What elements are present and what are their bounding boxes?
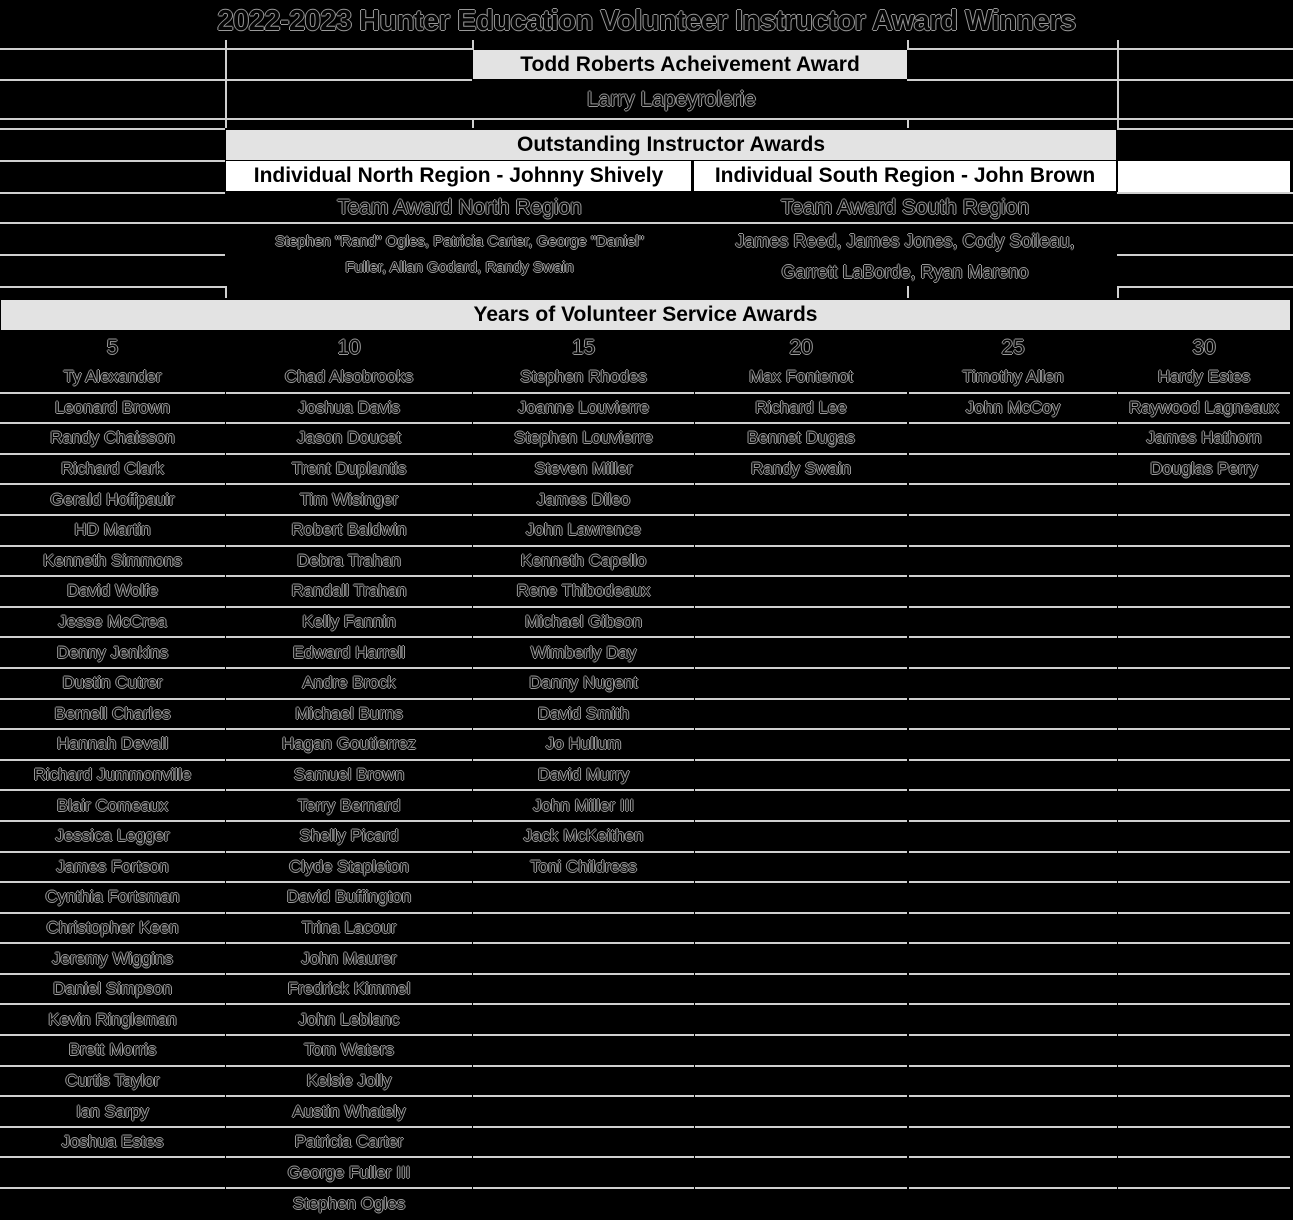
service-name-cell (909, 1097, 1117, 1128)
north-team-members (226, 229, 693, 281)
service-name-cell: Jessica Legger (0, 822, 225, 853)
service-name-cell: David Wolfe (0, 577, 225, 608)
service-name-cell: Richard Lee (695, 394, 907, 425)
service-name-cell (909, 1036, 1117, 1067)
service-name-cell (473, 1189, 694, 1220)
service-name-cell: George Fuller III (226, 1158, 472, 1189)
south-team-members-line2: Garrett LaBorde, Ryan Mareno (781, 262, 1029, 282)
service-name-cell: Michael Burns (226, 700, 472, 731)
service-name-cell: Gerald Hoffpauir (0, 485, 225, 516)
north-individual-award: Individual North Region - Johnny Shively (226, 161, 693, 191)
service-name-cell: James Fortson (0, 853, 225, 884)
service-name-cell: Jack McKeithen (473, 822, 694, 853)
service-name-cell (695, 700, 907, 731)
service-name-cell: Kenneth Simmons (0, 547, 225, 578)
service-name-cell: David Smith (473, 700, 694, 731)
service-name-cell: Robert Baldwin (226, 516, 472, 547)
gridline (1117, 40, 1119, 128)
gridline (0, 128, 225, 130)
service-years-header: 25 (1001, 336, 1025, 359)
south-individual-award: Individual South Region - John Brown (694, 161, 1116, 191)
years-of-service-heading: Years of Volunteer Service Awards (1, 300, 1290, 330)
service-name-cell (0, 1158, 225, 1189)
service-name-cell: Ty Alexander (0, 363, 225, 394)
service-name-cell: Toni Childress (473, 853, 694, 884)
service-name-cell (1118, 853, 1290, 884)
service-name-cell: Daniel Simpson (0, 975, 225, 1006)
service-name-cell (695, 608, 907, 639)
service-name-cell (695, 1067, 907, 1098)
service-name-cell: John Miller III (473, 791, 694, 822)
service-name-cell: Randall Trahan (226, 577, 472, 608)
gridline (0, 160, 225, 162)
service-name-cell: Tim Wisinger (226, 485, 472, 516)
service-name-cell (909, 944, 1117, 975)
service-name-cell (1118, 485, 1290, 516)
service-name-cell: Stephen Rhodes (473, 363, 694, 394)
service-name-cell: Leonard Brown (0, 394, 225, 425)
service-years-header: 10 (337, 336, 361, 359)
service-name-cell (909, 547, 1117, 578)
service-name-cell: Bernell Charles (0, 700, 225, 731)
service-name-cell (473, 975, 694, 1006)
service-name-cell (1118, 1036, 1290, 1067)
service-column-10 (226, 333, 472, 1220)
service-name-cell: John Lawrence (473, 516, 694, 547)
service-name-cell (909, 638, 1117, 669)
service-name-cell (1118, 944, 1290, 975)
service-name-cell (1118, 914, 1290, 945)
service-name-cell: Richard Jummonville (0, 761, 225, 792)
service-name-cell (909, 1067, 1117, 1098)
service-name-cell (473, 1128, 694, 1159)
service-name-cell: Clyde Stapleton (226, 853, 472, 884)
service-name-cell: Steven Miller (473, 455, 694, 486)
service-name-cell: David Buffington (226, 883, 472, 914)
service-name-cell: Hagan Goutierrez (226, 730, 472, 761)
service-name-cell (695, 1128, 907, 1159)
service-name-cell: Stephen Louvierre (473, 424, 694, 455)
service-name-cell (1118, 761, 1290, 792)
gridline (0, 192, 225, 194)
service-years-header: 5 (106, 336, 119, 359)
service-name-cell: Austin Whately (226, 1097, 472, 1128)
service-name-cell: Andre Brock (226, 669, 472, 700)
service-name-cell: Randy Swain (695, 455, 907, 486)
service-name-cell (909, 914, 1117, 945)
service-name-cell: David Murry (473, 761, 694, 792)
service-name-cell: Trina Lacour (226, 914, 472, 945)
service-name-cell (1118, 1097, 1290, 1128)
service-name-cell (695, 547, 907, 578)
service-column-25 (909, 333, 1117, 1220)
south-team-members (694, 226, 1116, 288)
service-name-cell (695, 822, 907, 853)
service-name-cell (909, 1189, 1117, 1220)
service-name-cell (695, 1005, 907, 1036)
service-column-20 (695, 333, 907, 1220)
service-name-cell (695, 1097, 907, 1128)
service-name-cell: Debra Trahan (226, 547, 472, 578)
service-name-cell (473, 1036, 694, 1067)
service-name-cell: Joanne Louvierre (473, 394, 694, 425)
service-column-15 (473, 333, 694, 1220)
service-name-cell: John Leblanc (226, 1005, 472, 1036)
service-name-cell (1118, 638, 1290, 669)
service-name-cell: Joshua Davis (226, 394, 472, 425)
service-name-cell: John McCoy (909, 394, 1117, 425)
service-name-cell: Kenneth Capello (473, 547, 694, 578)
service-name-cell: Danny Nugent (473, 669, 694, 700)
service-name-cell (909, 791, 1117, 822)
service-name-cell (473, 1158, 694, 1189)
service-name-cell: HD Martin (0, 516, 225, 547)
gridline (0, 254, 225, 256)
service-name-cell (1118, 1189, 1290, 1220)
service-name-cell: Michael Gibson (473, 608, 694, 639)
service-name-cell (1118, 1067, 1290, 1098)
service-column-30 (1118, 333, 1290, 1220)
service-name-cell: Denny Jenkins (0, 638, 225, 669)
service-name-cell (1118, 1005, 1290, 1036)
service-name-cell (695, 975, 907, 1006)
service-name-cell (695, 1036, 907, 1067)
service-name-cell: Jeremy Wiggins (0, 944, 225, 975)
south-team-members-line1: James Reed, James Jones, Cody Soileau, (735, 231, 1075, 251)
service-name-cell (695, 516, 907, 547)
gridline (0, 286, 225, 288)
service-years-header: 30 (1192, 336, 1216, 359)
service-name-cell: Curtis Taylor (0, 1067, 225, 1098)
service-name-cell: Stephen Ogles (292, 1194, 406, 1214)
service-column-5 (0, 333, 225, 1220)
service-name-cell (1118, 669, 1290, 700)
service-name-cell: Trent Duplantis (226, 455, 472, 486)
service-name-cell: Shelly Picard (226, 822, 472, 853)
service-name-cell: Kelly Fannin (226, 608, 472, 639)
service-name-cell: Patricia Carter (226, 1128, 472, 1159)
service-name-cell (1118, 1158, 1290, 1189)
service-name-cell (1118, 547, 1290, 578)
service-name-cell (695, 883, 907, 914)
service-name-cell: John Maurer (226, 944, 472, 975)
service-name-cell: Blair Comeaux (0, 791, 225, 822)
service-name-cell: Samuel Brown (226, 761, 472, 792)
service-name-cell (1118, 1128, 1290, 1159)
service-name-cell: Randy Chaisson (0, 424, 225, 455)
service-name-cell: Hannah Devall (0, 730, 225, 761)
service-name-cell (695, 669, 907, 700)
service-name-cell: Richard Clark (0, 455, 225, 486)
service-name-cell: Douglas Perry (1118, 455, 1290, 486)
service-name-cell (909, 516, 1117, 547)
service-name-cell (909, 700, 1117, 731)
service-name-cell: Kelsie Jolly (226, 1067, 472, 1098)
service-name-cell (909, 669, 1117, 700)
service-name-cell (909, 853, 1117, 884)
todd-roberts-award-winner: Larry Lapeyrolerie (586, 87, 757, 111)
service-name-cell (909, 608, 1117, 639)
service-name-cell: Fredrick Kimmel (226, 975, 472, 1006)
service-name-cell: Joshua Estes (0, 1128, 225, 1159)
service-name-cell (1118, 730, 1290, 761)
service-name-cell (1118, 883, 1290, 914)
gridline (1117, 192, 1293, 194)
service-name-cell (909, 1005, 1117, 1036)
service-name-cell (695, 914, 907, 945)
service-name-cell (695, 944, 907, 975)
north-team-members-line1: Stephen "Rand" Ogles, Patricia Carter, George "Daniel" (275, 233, 644, 250)
service-name-cell: Raywood Lagneaux (1118, 394, 1290, 425)
service-name-cell (909, 975, 1117, 1006)
gridline (907, 48, 1293, 50)
service-name-cell: Max Fontenot (695, 363, 907, 394)
service-name-cell (695, 1158, 907, 1189)
gridline (907, 118, 909, 128)
service-name-cell (473, 883, 694, 914)
service-name-cell (695, 485, 907, 516)
service-years-header: 15 (571, 336, 596, 359)
service-name-cell (909, 424, 1117, 455)
service-years-header: 20 (789, 336, 813, 359)
gridline (1117, 286, 1293, 288)
service-name-cell: Rene Thibodeaux (473, 577, 694, 608)
service-name-cell (1118, 577, 1290, 608)
service-name-cell: Bennet Dugas (695, 424, 907, 455)
service-name-cell: Dustin Cutrer (0, 669, 225, 700)
service-name-cell: James Hathorn (1118, 424, 1290, 455)
gridline (0, 222, 1293, 224)
page-title: 2022-2023 Hunter Education Volunteer Instructor Award Winners (217, 4, 1076, 37)
service-name-cell: Jo Hullum (473, 730, 694, 761)
gridline (1117, 254, 1293, 256)
service-name-cell (0, 1189, 225, 1220)
service-name-cell (1118, 608, 1290, 639)
service-name-cell (909, 485, 1117, 516)
outstanding-instructor-heading: Outstanding Instructor Awards (226, 130, 1116, 160)
gridline (0, 48, 472, 50)
service-name-cell: Ian Sarpy (0, 1097, 225, 1128)
gridline (907, 40, 909, 50)
gridline (472, 118, 474, 128)
service-name-cell (695, 1189, 907, 1220)
service-name-cell (473, 1067, 694, 1098)
south-team-award-heading: Team Award South Region (780, 195, 1030, 219)
service-name-cell: Terry Bernard (226, 791, 472, 822)
service-name-cell (909, 455, 1117, 486)
service-name-cell: Hardy Estes (1118, 363, 1290, 394)
service-name-cell (909, 883, 1117, 914)
service-name-cell (1118, 516, 1290, 547)
service-name-cell: Edward Harrell (226, 638, 472, 669)
gridline (0, 118, 1293, 120)
service-name-cell: James Dileo (473, 485, 694, 516)
service-name-cell (909, 730, 1117, 761)
gridline (1117, 286, 1119, 298)
service-name-cell: Brett Morris (0, 1036, 225, 1067)
service-name-cell: Jesse McCrea (0, 608, 225, 639)
gridline (1117, 128, 1293, 130)
service-name-cell: Wimberly Day (473, 638, 694, 669)
service-name-cell (909, 577, 1117, 608)
north-team-members-line2: Fuller, Allan Godard, Randy Swain (345, 259, 574, 276)
todd-roberts-award-heading: Todd Roberts Acheivement Award (473, 50, 907, 79)
service-name-cell (473, 1005, 694, 1036)
service-name-cell: Cynthia Fortsman (0, 883, 225, 914)
service-name-cell (695, 638, 907, 669)
service-name-cell (1118, 791, 1290, 822)
service-name-cell: Timothy Allen (909, 363, 1117, 394)
service-name-cell: Kevin Ringleman (0, 1005, 225, 1036)
service-name-cell (473, 1097, 694, 1128)
service-name-cell: Jason Doucet (226, 424, 472, 455)
service-name-cell (909, 822, 1117, 853)
gridline (225, 286, 227, 298)
service-name-cell: Christopher Keen (0, 914, 225, 945)
north-team-award-heading: Team Award North Region (337, 195, 582, 219)
service-name-cell: Chad Alsobrooks (226, 363, 472, 394)
service-name-cell (909, 1128, 1117, 1159)
service-name-cell (909, 761, 1117, 792)
service-name-cell (1118, 700, 1290, 731)
service-name-cell (909, 1158, 1117, 1189)
service-name-cell (473, 914, 694, 945)
service-name-cell: Tom Waters (226, 1036, 472, 1067)
gridline (472, 40, 474, 50)
service-name-cell (473, 944, 694, 975)
service-name-cell (1118, 822, 1290, 853)
service-name-cell (695, 853, 907, 884)
service-name-cell (695, 761, 907, 792)
service-name-cell (695, 730, 907, 761)
service-name-cell (695, 791, 907, 822)
service-name-cell (695, 577, 907, 608)
service-name-cell (1118, 975, 1290, 1006)
blank-white-cell (1118, 161, 1290, 192)
